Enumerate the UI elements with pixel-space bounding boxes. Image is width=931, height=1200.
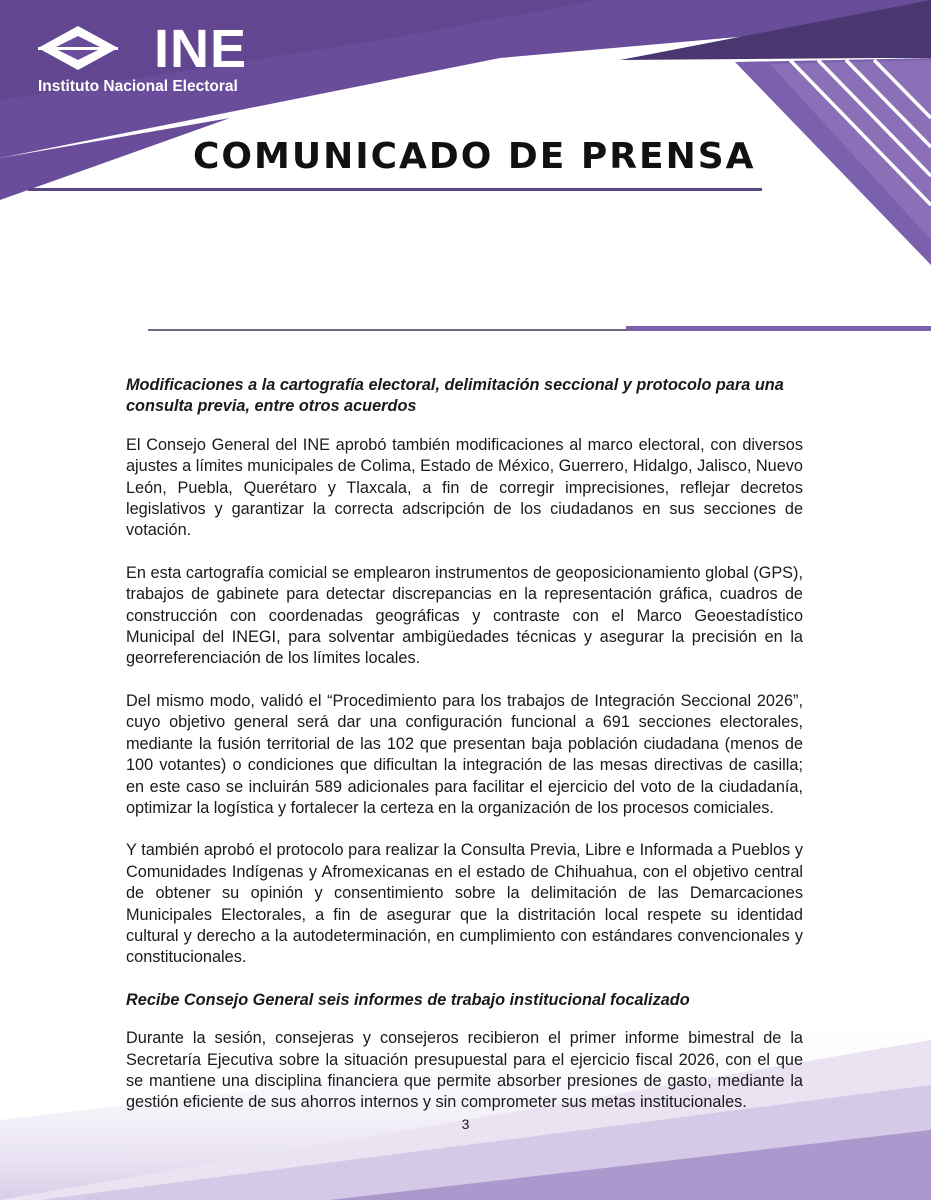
ine-logo bbox=[38, 19, 278, 96]
title-underline bbox=[28, 188, 762, 191]
page-number: 3 bbox=[461, 1116, 470, 1132]
page-title: COMUNICADO DE PRENSA bbox=[193, 136, 756, 177]
paragraph: El Consejo General del INE aprobó también modificaciones al marco electoral, con diversos ajustes a límites municipales de Colima, Estado de México, Guerrero, Hidalgo, Jalisco, Nuevo León, Puebla, Querétaro y Tlaxcala, a fin de corregir imprecisiones, reflejar decretos legislativos y garantizar la correcta adscripción de los ciudadanos en sus secciones de votación. bbox=[126, 435, 803, 540]
section-heading: Modificaciones a la cartografía electoral, delimitación seccional y protocolo para una consulta previa, entre otros acuerdos bbox=[126, 376, 784, 416]
section-heading: Recibe Consejo General seis informes de trabajo institucional focalizado bbox=[126, 990, 690, 1009]
divider-accent bbox=[626, 326, 931, 331]
ine-logo-icon bbox=[38, 26, 150, 78]
article-body bbox=[126, 375, 803, 1135]
paragraph: En esta cartografía comicial se emplearon instrumentos de geoposicionamiento global (GPS), trabajos de gabinete para detectar discrepancias en la representación gráfica, cuadros de construcción con coordenadas geográficas y contraste con el Marco Geoestadístico Municipal del INEGI, para solventar ambigüedades técnicas y asegurar la precisión en la georreferenciación de los límites locales. bbox=[126, 563, 803, 668]
logo-wordmark: INE bbox=[154, 19, 248, 79]
paragraph: Del mismo modo, validó el “Procedimiento para los trabajos de Integración Seccional 2026”, cuyo objetivo general será dar una configuración funcional a 691 secciones electorales, mediante la fusión territorial de las 102 que presentan baja población ciudadana (menos de 100 votantes) o condiciones que dificultan la integración de las mesas directivas de casilla; en este caso se incluirán 589 adicionales para facilitar el ejercicio del voto de la ciudadanía, optimizar la logística y fortalecer la certeza en la organización de los procesos comiciales. bbox=[126, 691, 803, 817]
paragraph: Y también aprobó el protocolo para realizar la Consulta Previa, Libre e Informada a Pueblos y Comunidades Indígenas y Afromexicanas en el estado de Chihuahua, con el objetivo central de obtener su opinión y consentimiento sobre la delimitación de las Demarcaciones Municipales Electorales, a fin de asegurar que la distritación local respete su identidad cultural y derecho a la autodeterminación, en cumplimiento con estándares convencionales y constitucionales. bbox=[126, 841, 803, 967]
organization-name: Instituto Nacional Electoral bbox=[38, 78, 238, 95]
paragraph: Durante la sesión, consejeras y consejeros recibieron el primer informe bimestral de la Secretaría Ejecutiva sobre la situación presupuestal para el ejercicio fiscal 2026, con el que se mantiene una disciplina financiera que permite absorber presiones de gasto, mediante la gestión eficiente de sus ahorros internos y sin comprometer sus metas institucionales. bbox=[126, 1029, 803, 1112]
